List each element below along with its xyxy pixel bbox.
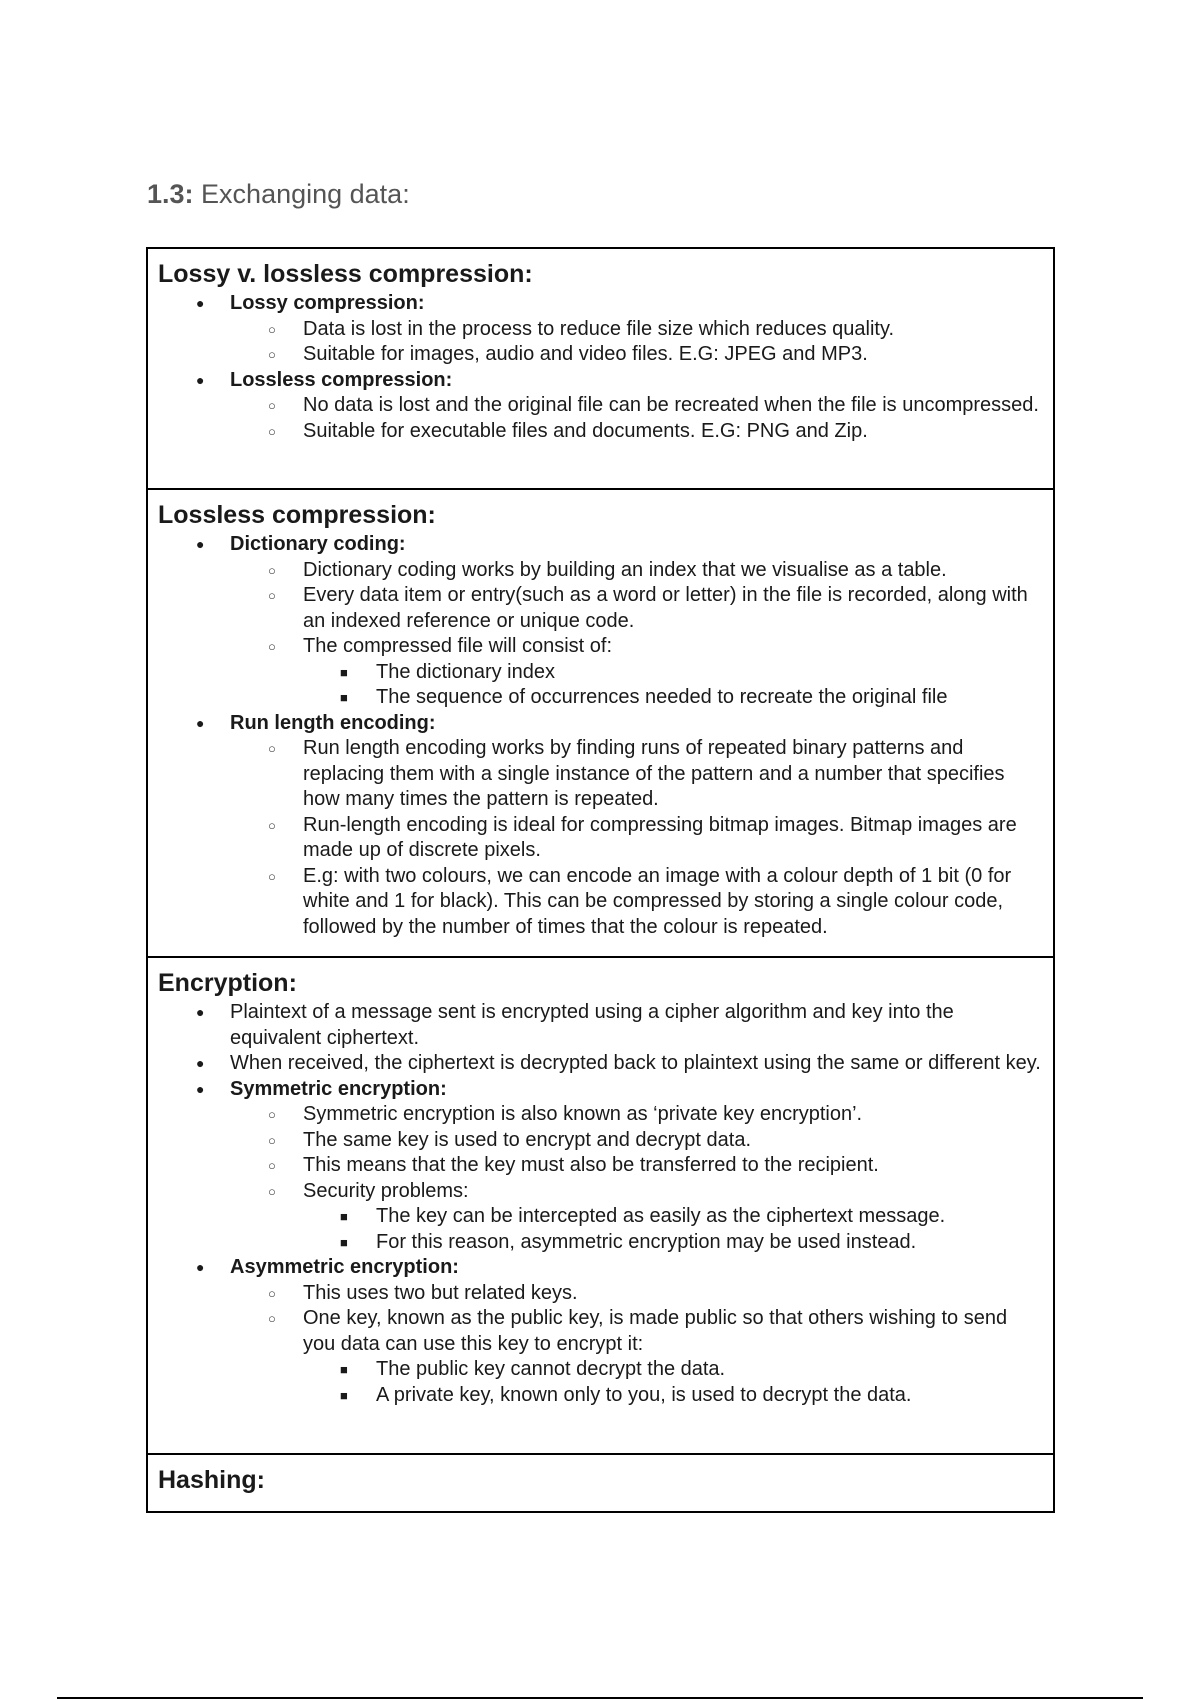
list-item: ○ Data is lost in the process to reduce file size which reduces quality. [158, 317, 1043, 343]
list-item: ● When received, the ciphertext is decrypted back to plaintext using the same or different key. [158, 1051, 1043, 1077]
bullet-list [158, 291, 1043, 444]
list-item: ● Plaintext of a message sent is encrypted using a cipher algorithm and key into the equivalent ciphertext. [158, 1000, 1043, 1051]
list-item: ○ Security problems: [158, 1179, 1043, 1205]
section-heading: Exchanging data: [201, 179, 410, 209]
list-item: ○ This means that the key must also be transferred to the recipient. [158, 1153, 1043, 1179]
list-item: ○ Symmetric encryption is also known as ‘private key encryption’. [158, 1102, 1043, 1128]
list-item: ○ Run length encoding works by finding runs of repeated binary patterns and replacing them with a single instance of the pattern and a number that specifies how many times the pattern is repeated. [158, 736, 1043, 813]
list-item: ■ The dictionary index [158, 660, 1043, 686]
list-item: ○ Suitable for images, audio and video files. E.G: JPEG and MP3. [158, 342, 1043, 368]
list-item: ● Symmetric encryption: [158, 1077, 1043, 1103]
cell-title: Lossless compression: [158, 501, 436, 529]
list-item: ○ The same key is used to encrypt and decrypt data. [158, 1128, 1043, 1154]
list-item: ■ A private key, known only to you, is used to decrypt the data. [158, 1383, 1043, 1409]
list-item: ○ No data is lost and the original file can be recreated when the file is uncompressed. [158, 393, 1043, 419]
cell-title: Lossy v. lossless compression: [158, 260, 533, 288]
bullet-list [158, 532, 1043, 940]
footer-divider [57, 1697, 1143, 1699]
list-item: ■ The key can be intercepted as easily as the ciphertext message. [158, 1204, 1043, 1230]
list-item: ○ Run-length encoding is ideal for compressing bitmap images. Bitmap images are made up of discrete pixels. [158, 813, 1043, 864]
page-title [147, 176, 410, 212]
cell-title: Hashing: [158, 1466, 265, 1494]
list-item: ○ E.g: with two colours, we can encode an image with a colour depth of 1 bit (0 for white and 1 for black). This can be compressed by storing a single colour code, followed by the number of times that the colour is repeated. [158, 864, 1043, 941]
list-item: ■ For this reason, asymmetric encryption may be used instead. [158, 1230, 1043, 1256]
notes-table [146, 247, 1055, 1513]
section-number: 1.3: [147, 179, 194, 209]
cell-title: Encryption: [158, 969, 297, 997]
list-item: ● Asymmetric encryption: [158, 1255, 1043, 1281]
list-item: ● Run length encoding: [158, 711, 1043, 737]
list-item: ● Lossy compression: [158, 291, 1043, 317]
lossy-vs-lossless-cell [148, 249, 1053, 490]
encryption-cell [148, 958, 1053, 1455]
bullet-list [158, 1000, 1043, 1408]
list-item: ● Dictionary coding: [158, 532, 1043, 558]
list-item: ○ Dictionary coding works by building an index that we visualise as a table. [158, 558, 1043, 584]
list-item: ■ The sequence of occurrences needed to recreate the original file [158, 685, 1043, 711]
list-item: ○ The compressed file will consist of: [158, 634, 1043, 660]
list-item: ■ The public key cannot decrypt the data. [158, 1357, 1043, 1383]
lossless-compression-cell [148, 490, 1053, 958]
list-item: ○ This uses two but related keys. [158, 1281, 1043, 1307]
list-item: ● Lossless compression: [158, 368, 1043, 394]
hashing-cell [148, 1455, 1053, 1511]
list-item: ○ Every data item or entry(such as a word or letter) in the file is recorded, along with an indexed reference or unique code. [158, 583, 1043, 634]
list-item: ○ One key, known as the public key, is made public so that others wishing to send you data can use this key to encrypt it: [158, 1306, 1043, 1357]
list-item: ○ Suitable for executable files and documents. E.G: PNG and Zip. [158, 419, 1043, 445]
